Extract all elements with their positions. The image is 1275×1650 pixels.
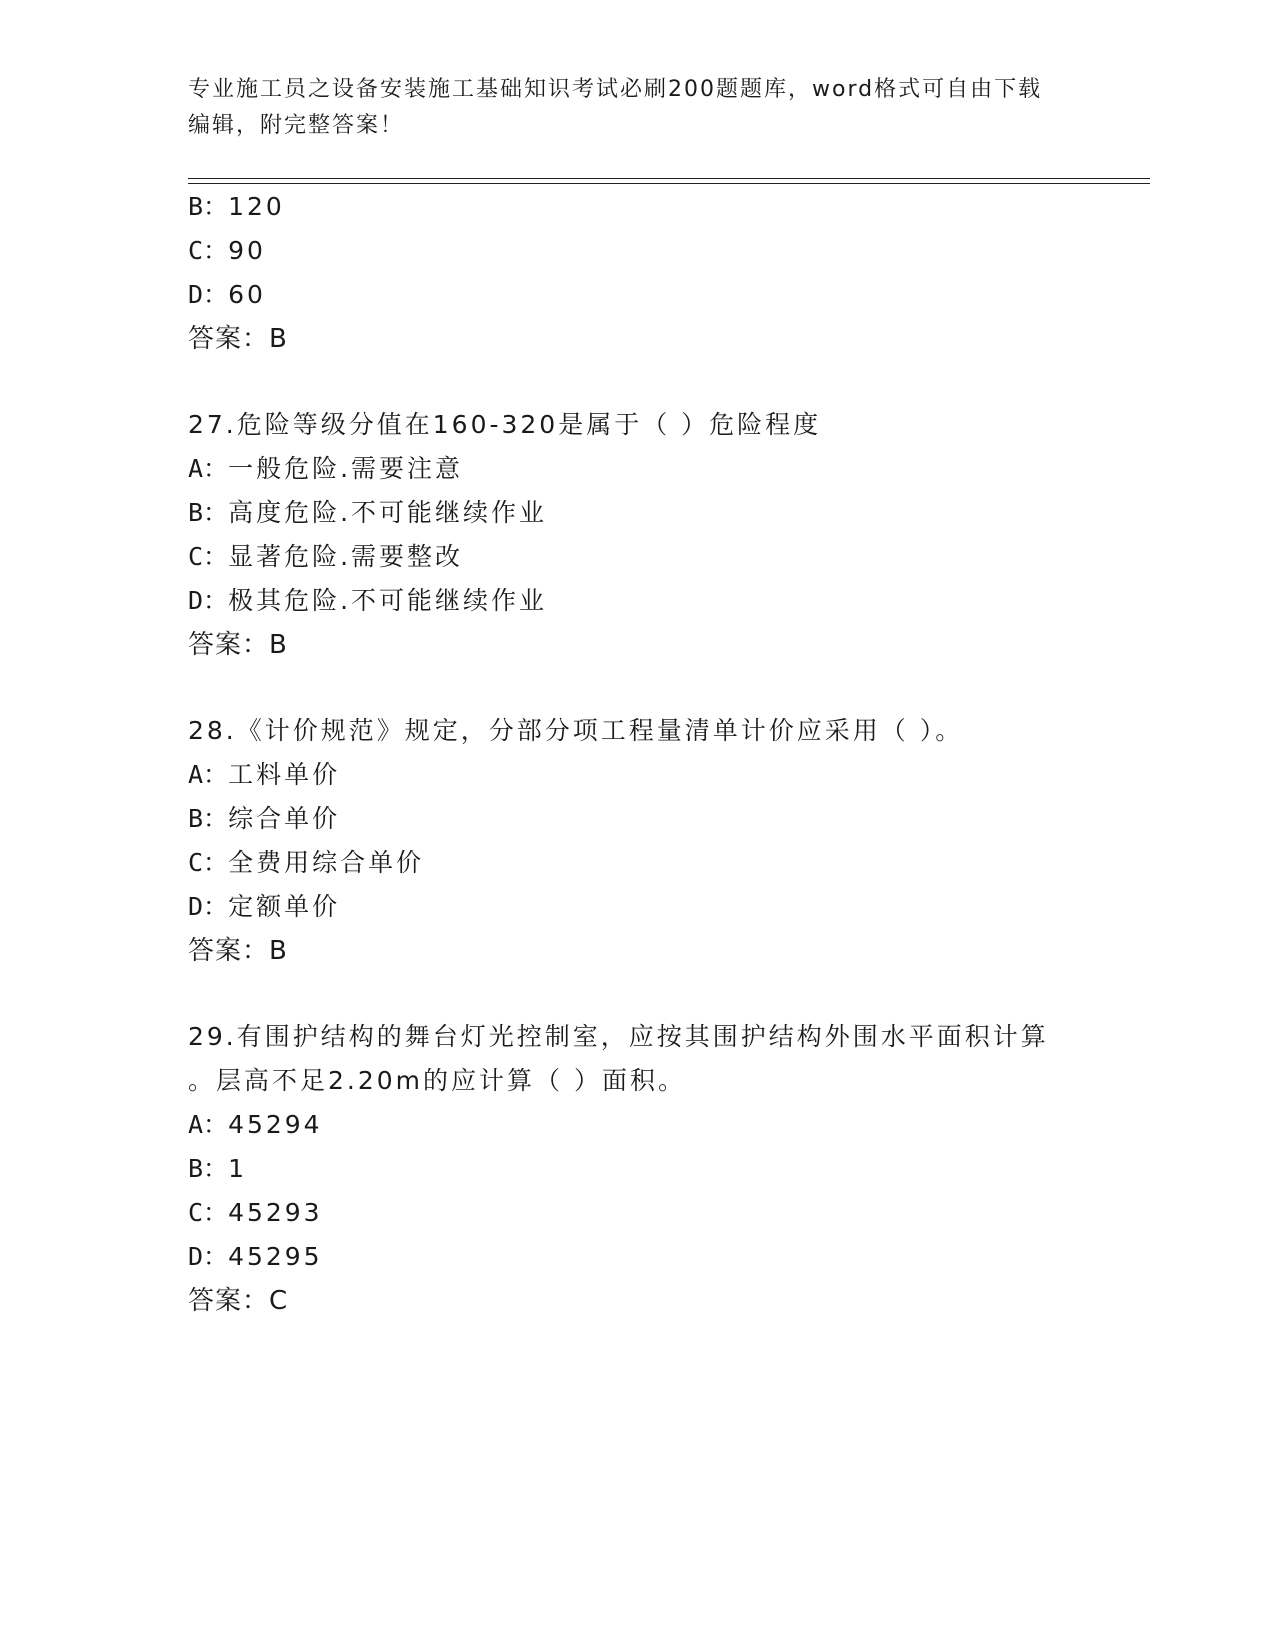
question-27-option-d: D：极其危险.不可能继续作业: [188, 586, 548, 615]
prev-option-b: B：120: [188, 192, 285, 221]
question-28-option-a: A：工料单价: [188, 760, 341, 789]
question-29-option-d: D：45295: [188, 1242, 323, 1271]
header-title-line-2: 编辑，附完整答案！: [188, 113, 405, 138]
header-rule-top: [188, 178, 1150, 179]
question-29-option-b: B：1: [188, 1154, 247, 1183]
prev-option-d: D：60: [188, 280, 266, 309]
question-29-answer: 答案：C: [188, 1286, 289, 1316]
question-28-option-d: D：定额单价: [188, 892, 341, 921]
question-28-option-c: C：全费用综合单价: [188, 848, 425, 877]
question-27-title: 27.危险等级分值在160-320是属于（ ）危险程度: [188, 410, 822, 439]
header-rule-bottom: [188, 183, 1150, 184]
question-29-option-c: C：45293: [188, 1198, 323, 1227]
document-header: [188, 72, 1068, 144]
question-27-option-a: A：一般危险.需要注意: [188, 454, 464, 483]
prev-option-c: C：90: [188, 236, 266, 265]
question-29-title: 29.有围护结构的舞台灯光控制室，应按其围护结构外围水平面积计算: [188, 1022, 1049, 1051]
question-29-title-continued: 。层高不足2.20m的应计算（ ）面积。: [188, 1066, 686, 1095]
question-28-answer: 答案：B: [188, 936, 288, 966]
header-title-line-1: 专业施工员之设备安装施工基础知识考试必刷200题题库，word格式可自由下载: [188, 77, 1043, 102]
prev-answer: 答案：B: [188, 324, 288, 354]
question-28-title: 28.《计价规范》规定，分部分项工程量清单计价应采用（ ）。: [188, 716, 964, 745]
question-27-option-c: C：显著危险.需要整改: [188, 542, 464, 571]
question-27-answer: 答案：B: [188, 630, 288, 660]
question-29-option-a: A：45294: [188, 1110, 323, 1139]
question-27-option-b: B：高度危险.不可能继续作业: [188, 498, 548, 527]
question-28-option-b: B：综合单价: [188, 804, 341, 833]
